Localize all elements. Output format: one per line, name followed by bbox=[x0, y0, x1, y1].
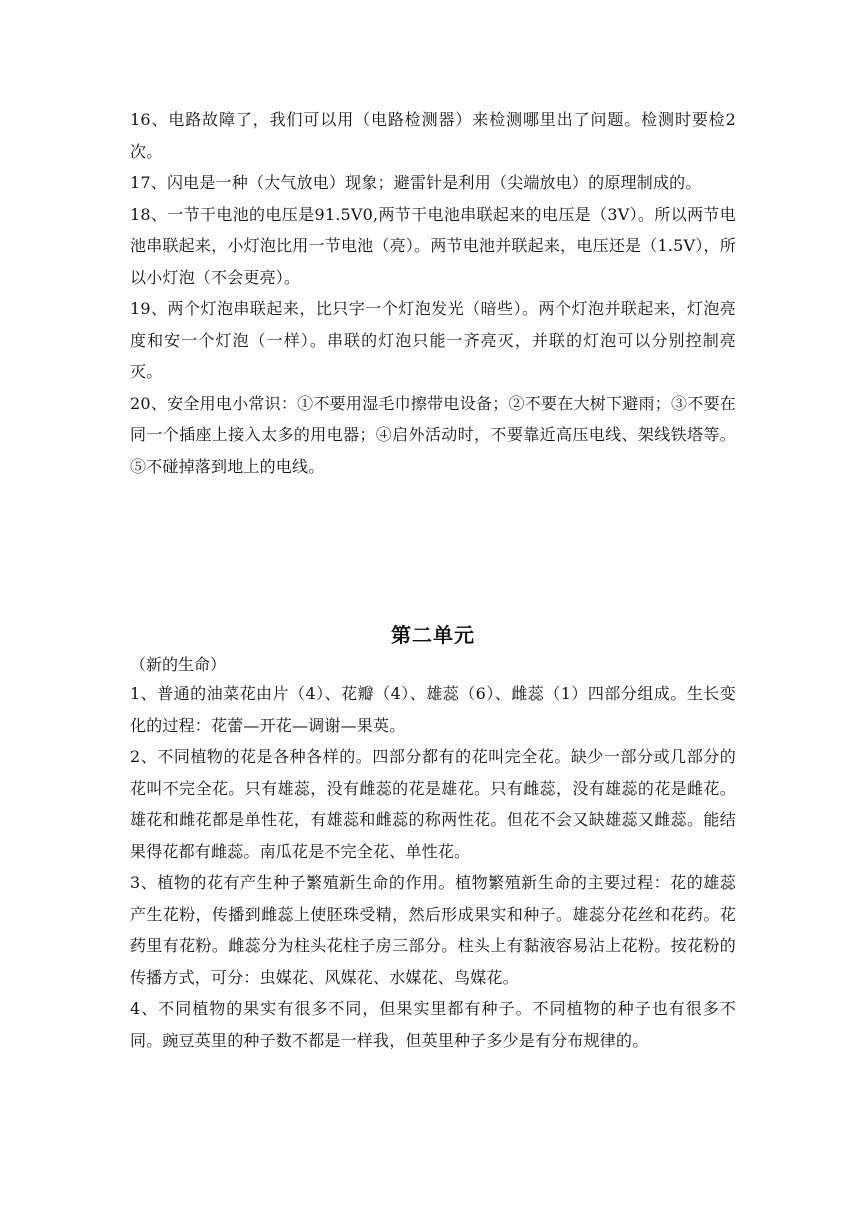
paragraph-16: 16、电路故障了，我们可以用（电路检测器）来检测哪里出了问题。检测时要检2次。 bbox=[130, 110, 736, 161]
unit-subtitle: （新的生命） bbox=[130, 655, 227, 674]
unit-title: 第二单元 bbox=[391, 623, 475, 647]
paragraph-unit2-2: 2、不同植物的花是各种各样的。四部分都有的花叫完全花。缺少一部分或几部分的花叫不完全花。只有雄蕊，没有雌蕊的花是雄花。只有雌蕊，没有雄蕊的花是雌花。雄花和雌花都是单性花，有雄蕊和雌蕊的称两性花。但花不会又缺雄蕊又雌蕊。能结果得花都有雌蕊。南瓜花是不完全花、单性花。 bbox=[130, 747, 736, 861]
section-unit-two bbox=[130, 618, 736, 1056]
paragraph-unit2-4: 4、不同植物的果实有很多不同，但果实里都有种子。不同植物的种子也有很多不同。豌豆英里的种子数不都是一样我，但英里种子多少是有分布规律的。 bbox=[130, 999, 736, 1050]
paragraph-17: 17、闪电是一种（大气放电）现象；避雷针是利用（尖端放电）的原理制成的。 bbox=[130, 173, 702, 192]
paragraph-20: 20、安全用电小常识：①不要用湿毛巾擦带电设备；②不要在大树下避雨；③不要在同一个插座上接入太多的用电器；④启外活动时，不要靠近高压电线、架线铁塔等。⑤不碰掉落到地上的电线。 bbox=[130, 393, 736, 476]
paragraph-unit2-3: 3、植物的花有产生种子繁殖新生命的作用。植物繁殖新生命的主要过程：花的雄蕊产生花粉，传播到雌蕊上使胚珠受精，然后形成果实和种子。雄蕊分花丝和花药。花药里有花粉。雌蕊分为柱头花柱子房三部分。柱头上有黏液容易沾上花粉。按花粉的传播方式，可分：虫媒花、风媒花、水媒花、鸟媒花。 bbox=[130, 873, 736, 987]
paragraph-19: 19、两个灯泡串联起来，比只字一个灯泡发光（暗些）。两个灯泡并联起来，灯泡亮度和安一个灯泡（一样）。串联的灯泡只能一齐亮灭，并联的灯泡可以分别控制亮灭。 bbox=[130, 299, 736, 381]
section-electricity-notes bbox=[130, 104, 736, 482]
paragraph-unit2-1: 1、普通的油菜花由片（4）、花瓣（4）、雄蕊（6）、雌蕊（1）四部分组成。生长变化的过程：花蕾—开花—调谢—果英。 bbox=[130, 684, 736, 735]
paragraph-18: 18、一节干电池的电压是91.5V0,两节干电池串联起来的电压是（3V）。所以两节电池串联起来，小灯泡比用一节电池（亮）。两节电池并联起来，电压还是（1.5V），所以小灯泡（不会更亮）。 bbox=[130, 204, 736, 287]
